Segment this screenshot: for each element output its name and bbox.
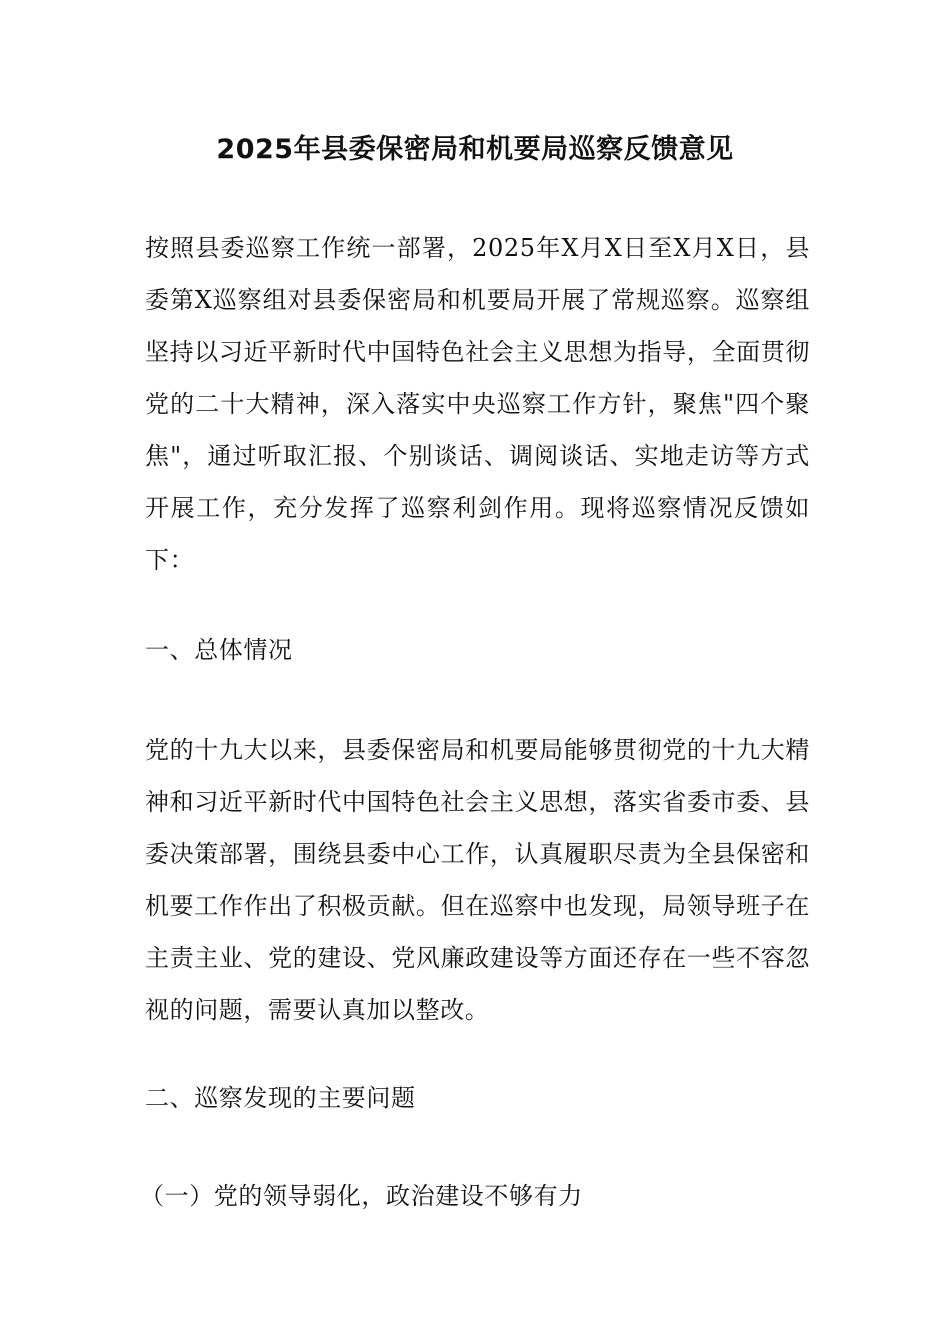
subsection-heading-party-leadership: （一）党的领导弱化，政治建设不够有力 xyxy=(140,1182,583,1210)
document-title: 2025年县委保密局和机要局巡察反馈意见 xyxy=(216,134,734,165)
section-heading-overall: 一、总体情况 xyxy=(145,636,293,664)
intro-paragraph: 按照县委巡察工作统一部署，2025年X月X日至X月X日，县委第X巡察组对县委保密局和机要局开展了常规巡察。巡察组坚持以习近平新时代中国特色社会主义思想为指导，全面贯彻党的二十大精神，深入落实中央巡察工作方针，聚焦"四个聚焦"，通过听取汇报、个别谈话、调阅谈话、实地走访等方式开展工作，充分发挥了巡察利剑作用。现将巡察情况反馈如下： xyxy=(145,234,810,574)
overall-paragraph: 党的十九大以来，县委保密局和机要局能够贯彻党的十九大精神和习近平新时代中国特色社会主义思想，落实省委市委、县委决策部署，围绕县委中心工作，认真履职尽责为全县保密和机要工作作出了积极贡献。但在巡察中也发现，局领导班子在主责主业、党的建设、党风廉政建设等方面还存在一些不容忽视的问题，需要认真加以整改。 xyxy=(145,736,810,1024)
section-heading-problems: 二、巡察发现的主要问题 xyxy=(145,1084,416,1112)
